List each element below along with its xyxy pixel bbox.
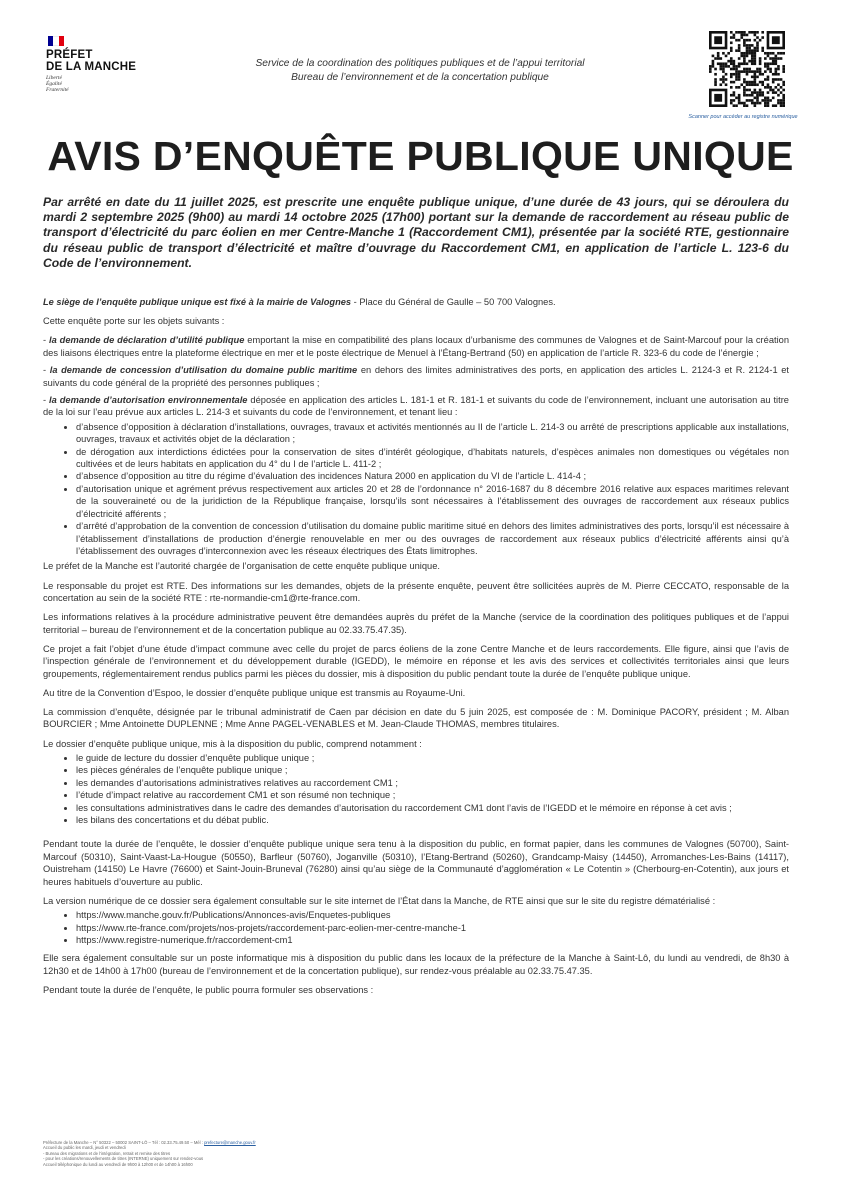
list-item: • les pièces générales de l’enquête publique unique ; (76, 764, 789, 776)
list-item: • l’étude d’impact relative au raccordement CM1 et son résumé non technique ; (76, 789, 789, 801)
service-line2: Bureau de l’environnement et de la concertation publique (291, 72, 549, 83)
authorisation-sub-list (43, 421, 789, 557)
object-text: en dehors des limites administratives des ports, en application des articles L. 2124-3 et R. 2124-1 et suivants du code général de la propriété des personnes publiques ; (43, 365, 789, 388)
list-item: • d’autorisation unique et agrément prévus respectivement aux articles 20 et 28 de l’ordonnance n° 2016-1687 du 8 décembre 2016 relative aux espaces maritimes relevant de la souveraineté ou de la juridiction de la République française, lorsqu’ils sont nécessaires à l’établissement des ouvrages de raccordement aux réseaux publics d’électricité afférents ; (76, 483, 789, 520)
motto-liberte: Liberté (46, 75, 62, 81)
paragraph-project-owner: Le responsable du projet est RTE. Des informations sur les demandes, objets de la présente enquête, peuvent être sollicitées auprès de M. Pierre CECCATO, responsable de la concertation au sein de la société RTE : rte-normandie-cm1@rte-france.com. (43, 580, 789, 603)
logo-line2: DE LA MANCHE (46, 61, 137, 73)
paragraph-commission: La commission d’enquête, désignée par le tribunal administratif de Caen par décision en date du 5 juin 2025, est composée de : M. Dominique PACORY, président ; M. Alban BOURCIER ; Mme Antoinette DUPLENNE ; Mme Anne PAGEL-VENABLES et M. Jean-Claude THOMAS, membres titulaires. (43, 706, 789, 730)
motto-fraternite: Fraternité (46, 87, 69, 94)
object-item: - la demande d’autorisation environnementale déposée en application des articles L. 181-1 et R. 181-1 et suivants du code de l’environnement, incluant une autorisation au titre de la loi sur l’eau prévue aux articles L. 214-3 et suivants du code de l’environnement, et tenant lieu : (43, 395, 789, 418)
seat-emphasis: Le siège de l’enquête publique unique est fixé à la mairie de Valognes (43, 297, 352, 307)
url-list (43, 909, 789, 946)
paragraph-observations: Pendant toute la durée de l’enquête, le public pourra formuler ses observations : (43, 985, 374, 996)
object-item: - la demande de déclaration d’utilité publique emportant la mise en compatibilité des plans locaux d’urbanisme des communes de Valognes et de Saint-Marcouf pour la création des liaisons électriques entre la plateforme électrique en mer et le poste électrique de Menuel à l’Étang-Bertrand (50) en application de l’article R. 323-6 du code de l’énergie ; (43, 335, 789, 358)
footer-line: - Bureau des migrations et de l’intégration, retrait et remise des titres (43, 1150, 171, 1156)
footer-email-link[interactable]: prefecture@manche.gouv.fr (204, 1140, 256, 1145)
paragraph-digital-dossier: La version numérique de ce dossier sera également consultable sur le site internet de l’État dans la Manche, de RTE ainsi que sur le site du registre dématérialisé : (43, 895, 716, 906)
dossier-list (43, 752, 789, 826)
french-flag-icon (48, 36, 64, 46)
list-item: • le guide de lecture du dossier d’enquête publique unique ; (76, 752, 789, 764)
prefecture-logo (46, 36, 166, 94)
service-line1: Service de la coordination des politiques publiques et de l’appui territorial (255, 58, 585, 69)
list-item: • les demandes d’autorisations administratives relatives au raccordement CM1 ; (76, 777, 789, 789)
footer-line: - pour les créations/renouvellements de titres (INTERNE) uniquement sur rendez-vous (43, 1156, 204, 1162)
url-link[interactable]: • https://www.rte-france.com/projets/nos-projets/raccordement-parc-eolien-mer-centre-manche-1 (76, 922, 789, 934)
object-text: emportant la mise en compatibilité des plans locaux d’urbanisme des communes de Valognes et de Saint-Marcouf pour la création des liaisons électriques entre la plateforme électrique en mer et le poste électrique de Menuel à l’Étang-Bertrand (50) en application de l’article R. 323-6 du code de l’énergie ; (43, 335, 789, 358)
qr-code-icon[interactable] (709, 31, 785, 107)
objects-intro: Cette enquête porte sur les objets suivants : (43, 316, 225, 327)
paragraph-impact-study: Ce projet a fait l’objet d’une étude d’impact commune avec celle du projet de parcs éoliens de la zone Centre Manche et de leurs raccordements. Elle figure, ainsi que l’avis de l’inspection générale de l’environnement et du développement durable (IGEDD), le mémoire en réponse et les avis des services et collectivités territoriales ainsi que leurs groupements, réglementairement rendus publics parmi les pièces du dossier, mis à disposition du public pendant toute la durée de l’enquête publique unique. (43, 643, 789, 679)
object-text: déposée en application des articles L. 181-1 et R. 181-1 et suivants du code de l’environnement, incluant une autorisation au titre de la loi sur l’eau prévue aux articles L. 214-3 et suivants du code de l’environnement, et tenant lieu : (43, 395, 789, 418)
intro-paragraph: Par arrêté en date du 11 juillet 2025, est prescrite une enquête publique unique, d’une durée de 43 jours, qui se déroulera du mardi 2 septembre 2025 (9h00) au mardi 14 octobre 2025 (17h00) portant sur la demande de raccordement au réseau public de transport d’électricité du parc éolien en mer Centre-Manche 1 (Raccordement CM1), présentée par la société RTE, gestionnaire du réseau public de transport d’électricité et maître d’ouvrage du Raccordement CM1, en application de l’article L. 123-6 du Code de l’environnement. (43, 195, 789, 270)
list-item: • les consultations administratives dans le cadre des demandes d’autorisation du raccordement CM1 dont l’avis de l’IGEDD et le mémoire en réponse à cet avis ; (76, 802, 789, 814)
object-emphasis: la demande d’autorisation environnementale (49, 395, 248, 406)
paragraph-espoo: Au titre de la Convention d’Espoo, le dossier d’enquête publique unique est transmis au Royaume-Uni. (43, 687, 466, 698)
paragraph-paper-dossier: Pendant toute la durée de l’enquête, le dossier d’enquête publique unique sera tenu à la disposition du public, en format papier, dans les communes de Valognes (50700), Saint-Marcouf (50310), Saint-Vaast-La-Hougue (50550), Barfleur (50760), Joganville (50310), l’Etang-Bertrand (50260), Grandcamp-Maisy (14450), Arromanches-Les-Bains (14117), Ouistreham (14150) Le Havre (76600) et Saint-Jouin-Bruneval (76280) ainsi qu’au siège de la Communauté d’agglomération « Le Cotentin » (Cherbourg-en-Cotentin), aux jours et heures habituels d’ouverture au public. (43, 839, 789, 887)
paragraph-authority: Le préfet de la Manche est l’autorité chargée de l’organisation de cette enquête publique unique. (43, 561, 440, 572)
footer-line: Accueil téléphonique du lundi au vendredi de 9h00 à 12h00 et de 14h00 à 16h00 (43, 1161, 193, 1167)
paragraph-dossier-intro: Le dossier d’enquête publique unique, mis à la disposition du public, comprend notamment : (43, 738, 422, 749)
motto (46, 75, 166, 94)
qr-caption: Scanner pour accéder au registre numérique (688, 114, 798, 120)
list-item: • d’absence d’opposition à déclaration d’installations, ouvrages, travaux et activités mentionnés au II de l’article L. 214-3 ou arrêté de prescriptions applicable aux installations, ouvrages, travaux et activités objet de la déclaration ; (76, 421, 789, 446)
paragraph-procedure-info: Les informations relatives à la procédure administrative peuvent être demandées auprès du préfet de la Manche (service de la coordination des politiques publiques et de l’appui territorial – bureau de l’environnement et de la concertation publique au 02.33.75.47.35). (43, 612, 789, 635)
footer-address-text: Préfecture de la Manche – N° 50322 – 50002 SAINT-LÔ – Tél : 02.33.75.49.50 – Mél : (43, 1140, 205, 1145)
notice-body (43, 296, 789, 1003)
page-footer (43, 1140, 363, 1167)
seat-paragraph (43, 296, 789, 308)
motto-egalite: Égalité (46, 81, 62, 88)
list-item: • d’arrêté d’approbation de la convention de concession d’utilisation du domaine public maritime situé en dehors des limites administratives des ports, lorsqu’il est nécessaire à l’établissement d’installations de production d’énergie renouvelable en mer ou des ouvrages de raccordement aux réseaux publics d’électricité afférents ainsi qu’à l’établissement des ouvrages d’interconnexion avec les réseaux électriques des États limitrophes. (76, 520, 789, 557)
object-item: - la demande de concession d’utilisation du domaine public maritime en dehors des limites administratives des ports, en application des articles L. 2124-3 et R. 2124-1 et suivants du code général de la propriété des personnes publiques ; (43, 365, 789, 388)
url-link[interactable]: • https://www.registre-numerique.fr/raccordement-cm1 (76, 934, 789, 946)
list-item: • de dérogation aux interdictions édictées pour la conservation de sites d’intérêt géologique, d’habitats naturels, d’espèces animales non domestiques ou végétales non cultivées et de leurs habitats en application du 4° du I de l’article L. 411-2 ; (76, 446, 789, 471)
url-link[interactable]: • https://www.manche.gouv.fr/Publications/Annonces-avis/Enquetes-publiques (76, 909, 789, 921)
list-item: • d’absence d’opposition au titre du régime d’évaluation des incidences Natura 2000 en application du VI de l’article L. 414-4 ; (76, 470, 789, 482)
logo-line1: PRÉFET (46, 49, 93, 61)
service-heading (200, 57, 640, 85)
seat-address: - Place du Général de Gaulle – 50 700 Valognes. (351, 297, 556, 307)
page-title: AVIS D’ENQUÊTE PUBLIQUE UNIQUE (47, 133, 794, 179)
list-item: • les bilans des concertations et du débat public. (76, 814, 789, 826)
footer-line: Accueil du public les mardi, jeudi et vendredi (43, 1145, 126, 1151)
object-emphasis: la demande de déclaration d’utilité publique (49, 335, 245, 346)
paragraph-computer-access: Elle sera également consultable sur un poste informatique mis à disposition du public dans les locaux de la préfecture de la Manche à Saint-Lô, du lundi au vendredi, de 8h30 à 12h30 et de 14h00 à 17h00 (bureau de l’environnement et de la concertation publique), sur rendez-vous préalable au 02.33.75.47.35. (43, 953, 789, 976)
object-emphasis: la demande de concession d’utilisation du domaine public maritime (49, 365, 358, 376)
